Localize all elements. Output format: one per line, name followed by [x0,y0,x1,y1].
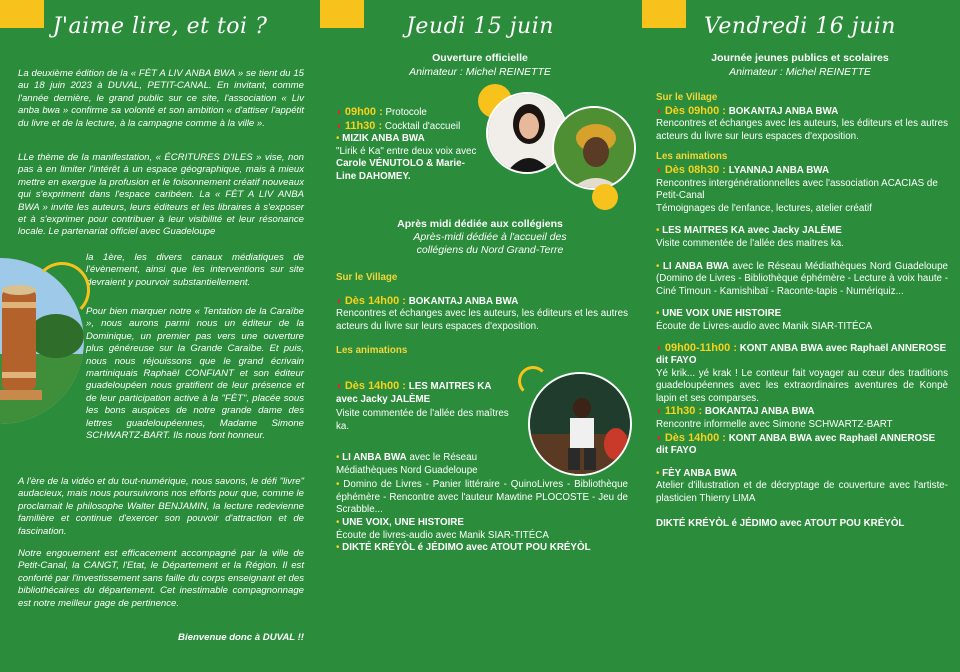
maitres-title: LES MAITRES KA [662,225,745,237]
kont-afternoon-time: Dès 14h00 : [664,431,726,444]
thursday-column [320,0,640,672]
village-text: Rencontres et échanges avec les auteurs, les éditeurs et les autres acteurs du livre sur leurs espaces d'exposition. [656,118,948,142]
village-text: Rencontres et échanges avec les auteurs, les éditeurs et les autres acteurs du livre sur leurs espaces d'exposition. [336,308,628,332]
apres-midi-title: Après midi dédiée aux collégiens [397,218,563,230]
arrow-icon: ◗ [336,381,345,392]
intro-closing: Bienvenue donc à DUVAL !! [178,632,304,643]
mizik-text: "Lirik é Ka" entre deux voix avec [336,145,477,157]
thursday-li-block [336,452,628,555]
thursday-village-block [336,272,628,358]
bokantaj-event: BOKANTAJ ANBA BWA [704,406,815,418]
arrow-icon: ◗ [336,107,345,118]
arrow-icon: ◗ [656,406,665,418]
li-text: avec le Réseau Médiathèques Nord Guadeloupe (Domino de Livres - Bibliothèque éphémère - Lecture à voix haute - Ciné Timoun - Kamishibaï - Raconte-tapis - Numériquiz... [656,260,948,297]
bullet-icon: • [336,452,343,463]
apres-midi-text: Après-midi dédiée à l'accueil des collégiens du Nord Grand-Terre [413,231,567,256]
arrow-icon: ◗ [336,295,345,307]
mizik-title: MIZIK ANBA BWA [342,133,425,145]
li-title: LI ANBA BWA [662,260,729,272]
arrow-icon: ◗ [656,342,665,354]
bullet-icon: • [336,516,343,528]
lyannaj-event: LYANNAJ ANBA BWA [728,164,830,176]
dikte-title: DIKTÉ KRÉYÒL é JÉDIMO avec ATOUT POU KRÉYÒL [342,542,591,554]
fey-title: FÈY ANBA BWA [662,467,737,479]
yellow-dot-decoration [592,184,618,210]
intro-paragraph-2-end: la 1ère, les divers canaux médiatiques de l'évènement, ainsi que les interventions sur site devraient y pourvoir substantiellement. [86,252,304,288]
friday-column [640,0,960,672]
protocole-label: Protocole [385,107,427,118]
yellow-arc-decoration-2 [518,366,548,396]
kont-time: 09h00-11h00 : [664,341,737,354]
yellow-arc-decoration [34,262,90,318]
maitres-text: Visite commentée de l'allée des maîtres ka. [336,408,509,432]
friday-title: Vendredi 16 juin [704,14,896,39]
bullet-icon: • [656,308,663,320]
li-text: avec le Réseau Médiathèques Nord Guadeloupe [336,452,478,476]
bullet-icon: • [656,260,663,272]
voix-text: Écoute de Livres-audio avec Manik SIAR-TITÉCA [656,320,873,332]
voix-text: Écoute de livres-audio avec Manik SIAR-TITÉCA [336,529,549,541]
intro-paragraph-2: LLe thème de la manifestation, « ÉCRITURES D'ILES » vise, non pas à en limiter l'intérêt à un espace géographique, mais à mieux mettre en exergue la profusion et le foisonnement créatif nouveaux qui s'expriment dans l'espace caribéen. La « FÈT A LIV ANBA BWA » invite les auteurs, leurs éditeurs et les libraires à s'exposer et à s'exprimer pour contribuer à leur visibilité et leur résonance locale. Le partenariat officiel avec Guadeloupe [18,152,304,238]
maitres-with: avec Jacky JALÈME [747,225,842,237]
bullet-icon: • [336,479,344,491]
kont-afternoon-event: KONT ANBA BWA avec Raphaël ANNEROSE dit FAYO [656,432,936,457]
village-label: Sur le Village [656,92,718,103]
li-activities: Domino de Livres - Panier littéraire - QuinoLivres - Bibliothèque éphémère - Rencontre avec l'auteur Mawtine PLOCOSTE - Jeu de Scrabble... [336,479,628,516]
bullet-icon: • [656,225,663,237]
thursday-title: Jeudi 15 juin [406,14,554,39]
animations-label: Les animations [656,151,728,163]
village-event: BOKANTAJ ANBA BWA [408,295,519,307]
bullet-icon: • [336,542,343,554]
lyannaj-text-2: Témoignages de l'enfance, lectures, atelier créatif [656,202,872,214]
friday-subtitle: Journée jeunes publics et scolaires [711,52,889,64]
thursday-subtitle: Ouverture officielle [432,52,528,64]
time-0900: 09h00 : [344,106,383,118]
cocktail-label: Cocktail d'accueil [384,120,461,132]
maitres-text: Visite commentée de l'allée des maitres ka. [656,237,844,249]
intro-paragraph-4: A l'ère de la vidéo et du tout-numérique, nous savons, le défi "livre" audacieux, mais nous poursuivrons nos efforts pour que, comme le proclamait le philosophe Walter BENJAMIN, la lecture redevienne familière et continue d'exercer son pouvoir d'attraction et de fascination. [18,476,304,537]
maitres-time: Dès 14h00 : [344,380,406,392]
bullet-icon: • [336,133,343,145]
bokantaj-text: Rencontre informelle avec Simone SCHWARTZ-BART [656,419,893,431]
village-time: Dès 14h00 : [344,294,406,307]
lyannaj-time: Dès 08h30 : [664,163,726,176]
voix-title: UNE VOIX UNE HISTOIRE [662,308,782,320]
village-time: Dès 09h00 : [664,104,726,117]
thursday-morning-block [336,106,496,184]
maitres-event: LES MAITRES KA [408,381,492,392]
dikte-title: DIKTÉ KRÉYÒL é JÉDIMO avec ATOUT POU KRÉYÒL [656,517,905,529]
intro-paragraph-5: Notre engouement est efficacement accompagné par la ville de Petit-Canal, la CANGT, l'Etat, le Département et la Région. Il est conforté par l'investissement sans faille du corps enseignant et des bibliothécaires du département. Cet inestimable compagnonnage est notre meilleur gage de pertinence. [18,548,304,609]
village-event: BOKANTAJ ANBA BWA [728,105,839,117]
friday-schedule [656,92,948,530]
kont-text: Yé krik... yé krak ! Le conteur fait voyager au cœur des traditions guadeloupéennes avec les extraordinaires aventures de Konpè lapin et ses comparses. [656,367,948,404]
arrow-icon: ◗ [656,432,665,444]
time-1130: 11h30 : [344,119,383,132]
arrow-icon: ◗ [336,120,345,132]
mizik-names: Carole VÉNUTOLO & Marie-Line DAHOMEY. [336,158,465,182]
woman-photo [552,106,636,190]
kont-event: KONT ANBA BWA avec Raphaël ANNEROSE dit FAYO [656,342,947,367]
village-label: Sur le Village [336,272,398,283]
arrow-icon: ◗ [656,105,665,117]
lyannaj-text: Rencontres intergénérationnelles avec l'association ACACIAS de Petit-Canal [656,177,938,202]
intro-column [0,0,320,672]
bokantaj-time: 11h30 : [664,405,703,418]
intro-paragraph-1: La deuxième édition de la « FÈT A LIV ANBA BWA » se tient du 15 au 18 juin 2023 à DUVAL, PETIT-CANAL. En invitant, comme l'année dernière, le grand public sur ce site, l'association « Liv anba bwa » confirme sa volonté et son ambition « d'attiser l'appétit du livre et de la lecture, à la campagne comme à la ville ». [18,68,304,129]
intro-title: J'aime lire, et toi ? [52,14,268,39]
friday-animator: Animateur : Michel REINETTE [729,66,871,78]
fey-text: Atelier d'illustration et de décryptage de couverture avec l'artiste-plasticien Thierry LIMA [656,480,948,505]
thursday-animations-block [336,380,514,433]
intro-paragraph-3: Pour bien marquer notre « Tentation de la Caraïbe », nous aurons parmi nous un éditeur de la Dominique, un premier pas vers une ouverture plus généreuse sur la Grande Caraïbe. Et puis, nous nous réjouissons que le grand écrivain martiniquais Raphaël CONFIANT et son éditeur guadeloupéen nous gratifient de leur présence et de leur participation active à la "FÈT", placée sous les bons auspices de notre grande dame des lettres guadeloupéennes, Madame Simone SCHWARTZ-BART. Ils nous font honneur. [86,306,304,442]
li-title: LI ANBA BWA [342,452,407,463]
maitres-with: avec Jacky JALÈME [336,393,431,405]
arrow-icon: ◗ [656,164,665,176]
thursday-animator: Animateur : Michel REINETTE [409,66,551,78]
bullet-icon: • [656,467,663,479]
animations-label: Les animations [336,345,408,357]
voix-title: UNE VOIX, UNE HISTOIRE [342,516,464,528]
